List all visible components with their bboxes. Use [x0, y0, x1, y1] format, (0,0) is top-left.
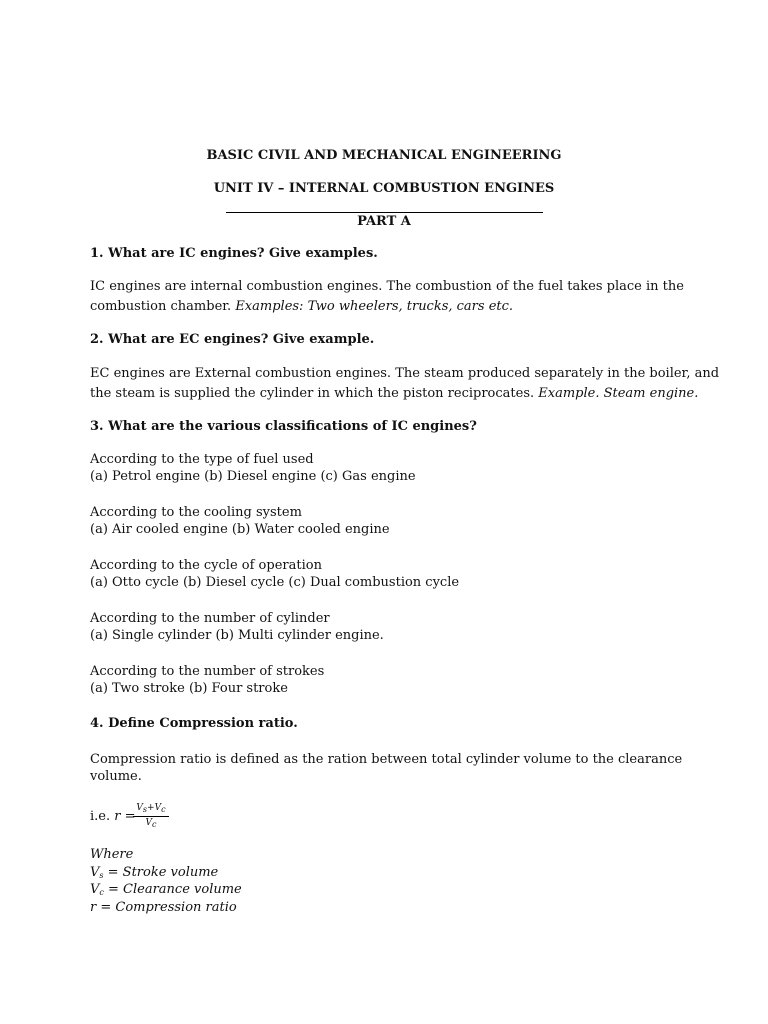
question-2-answer-text: the steam is supplied the cylinder in which the piston reciprocates.: [90, 386, 539, 401]
unit-title: UNIT IV – INTERNAL COMBUSTION ENGINES: [213, 181, 555, 196]
where-label: Where: [90, 847, 134, 862]
classification-items: (a) Single cylinder (b) Multi cylinder engine.: [90, 628, 384, 643]
formula-equals: =: [120, 809, 136, 824]
classification-title: According to the number of strokes: [90, 664, 325, 679]
question-2-example: Example. Steam engine.: [538, 386, 699, 401]
compression-ratio-formula-lhs: [90, 808, 136, 826]
classification-title: According to the type of fuel used: [90, 452, 314, 467]
part-heading: PART A: [357, 214, 411, 229]
classification-items: (a) Otto cycle (b) Diesel cycle (c) Dual combustion cycle: [90, 575, 460, 590]
question-2-answer-line-1: EC engines are External combustion engines. The steam produced separately in the boiler, and: [90, 366, 720, 381]
question-1-answer-line-2: [90, 298, 513, 316]
question-4-answer-line-1: Compression ratio is defined as the ration between total cylinder volume to the clearance: [90, 752, 683, 767]
definition-stroke-volume: $V_s$ = Stroke volume: [90, 865, 219, 880]
compression-ratio-fraction: [133, 802, 169, 831]
classification-items: (a) Petrol engine (b) Diesel engine (c) Gas engine: [90, 469, 416, 484]
classification-title: According to the number of cylinder: [90, 611, 330, 626]
question-1-examples: Examples: Two wheelers, trucks, cars etc.: [235, 299, 514, 314]
document-title: BASIC CIVIL AND MECHANICAL ENGINEERING: [206, 148, 562, 163]
question-2-answer-line-2: [90, 385, 698, 403]
fraction-numerator: Vs+Vc: [133, 802, 169, 817]
question-4-answer-line-2: volume.: [90, 769, 142, 784]
classification-items: (a) Air cooled engine (b) Water cooled engine: [90, 522, 390, 537]
classification-items: (a) Two stroke (b) Four stroke: [90, 681, 288, 696]
formula-prefix: i.e.: [90, 809, 115, 824]
question-4-heading: 4. Define Compression ratio.: [90, 716, 298, 731]
definition-compression-ratio: r = Compression ratio: [90, 900, 237, 915]
question-1-heading: 1. What are IC engines? Give examples.: [90, 246, 378, 261]
title-divider: [226, 212, 543, 213]
definition-clearance-volume: $V_c$ = Clearance volume: [90, 882, 242, 897]
question-2-heading: 2. What are EC engines? Give example.: [90, 332, 375, 347]
fraction-denominator: Vc: [145, 818, 157, 829]
question-1-answer-text: combustion chamber.: [90, 299, 236, 314]
classification-title: According to the cycle of operation: [90, 558, 322, 573]
classification-title: According to the cooling system: [90, 505, 302, 520]
formula-variable: r: [114, 809, 121, 824]
question-1-answer-line-1: IC engines are internal combustion engines. The combustion of the fuel takes place in the: [90, 279, 684, 294]
question-3-heading: 3. What are the various classifications of IC engines?: [90, 419, 477, 434]
